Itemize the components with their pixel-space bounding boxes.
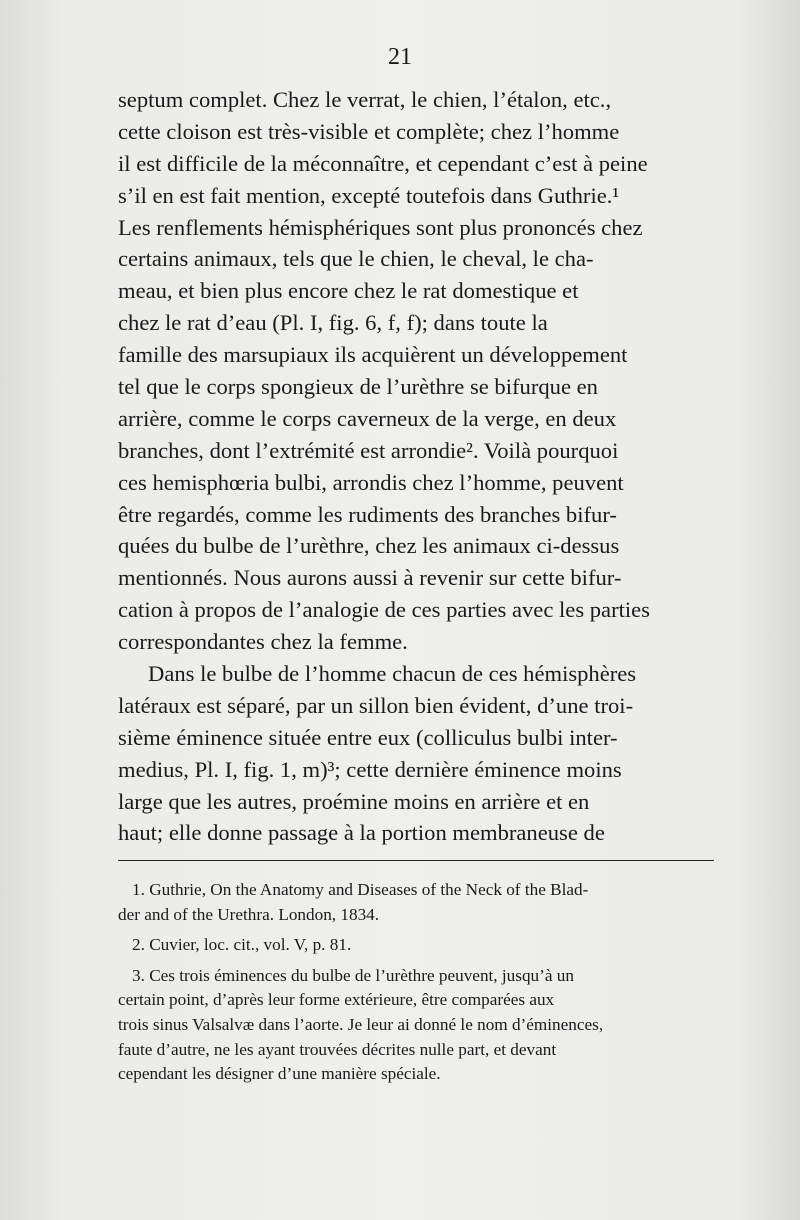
footnote-line: cependant les désigner d’une manière spéciale. (118, 1064, 441, 1084)
body-line: quées du bulbe de l’urèthre, chez les animaux ci-dessus (118, 533, 620, 559)
body-line: arrière, comme le corps caverneux de la verge, en deux (118, 405, 617, 431)
footnote-number: 1. (132, 880, 145, 899)
footnote-divider (118, 860, 714, 861)
body-line: ces hemisphœria bulbi, arrondis chez l’homme, peuvent (118, 469, 624, 495)
footnote-line: certain point, d’après leur forme extérieure, être comparées aux (118, 990, 555, 1010)
body-line: large que les autres, proémine moins en arrière et en (118, 788, 590, 814)
footnote-1 (118, 878, 718, 927)
footnote-text: Ces trois éminences du bulbe de l’urèthre peuvent, jusqu’à un (149, 965, 574, 985)
body-line: tel que le corps spongieux de l’urèthre se bifurque en (118, 374, 598, 400)
footnotes (118, 878, 718, 1093)
body-line: mentionnés. Nous aurons aussi à revenir sur cette bifur- (118, 565, 622, 591)
body-line: haut; elle donne passage à la portion membraneuse de (118, 820, 605, 846)
footnote-2 (118, 933, 718, 958)
body-line: latéraux est séparé, par un sillon bien évident, d’une troi- (118, 692, 634, 718)
footnote-line: der and of the Urethra. London, 1834. (118, 904, 380, 924)
footnote-3 (118, 964, 718, 1087)
body-line: correspondantes chez la femme. (118, 629, 408, 655)
body-line: septum complet. Chez le verrat, le chien, l’étalon, etc., (118, 87, 612, 112)
body-line: famille des marsupiaux ils acquièrent un développement (118, 342, 628, 368)
body-line: medius, Pl. I, fig. 1, m)³; cette dernière éminence moins (118, 756, 622, 782)
body-line: cation à propos de l’analogie de ces parties avec les parties (118, 597, 650, 623)
body-line: sième éminence située entre eux (colliculus bulbi inter- (118, 724, 618, 750)
body-line: certains animaux, tels que le chien, le cheval, le cha- (118, 246, 594, 272)
body-text (118, 84, 712, 849)
body-line: meau, et bien plus encore chez le rat domestique et (118, 278, 579, 304)
footnote-number: 3. (132, 965, 145, 985)
body-line: être regardés, comme les rudiments des branches bifur- (118, 501, 617, 527)
footnote-line (118, 878, 718, 903)
footnote-text: Cuvier, loc. cit., vol. V, p. 81. (149, 935, 352, 955)
body-line: chez le rat d’eau (Pl. I, fig. 6, f, f); dans toute la (118, 310, 548, 336)
footnote-number: 2. (132, 935, 145, 955)
footnote-line (118, 964, 718, 989)
body-line: cette cloison est très-visible et complète; chez l’homme (118, 118, 620, 144)
footnote-line: trois sinus Valsalvæ dans l’aorte. Je leur ai donné le nom d’éminences, (118, 1014, 604, 1034)
body-line: Les renflements hémisphériques sont plus prononcés chez (118, 214, 643, 240)
body-line: il est difficile de la méconnaître, et cependant c’est à peine (118, 150, 648, 176)
body-line: s’il en est fait mention, excepté toutefois dans Guthrie.¹ (118, 182, 620, 208)
footnote-line: faute d’autre, ne les ayant trouvées décrites nulle part, et devant (118, 1039, 557, 1059)
body-line: Dans le bulbe de l’homme chacun de ces hémisphères (148, 661, 637, 687)
footnote-text: Guthrie, On the Anatomy and Diseases of the Neck of the Blad- (149, 880, 589, 899)
body-line: branches, dont l’extrémité est arrondie². Voilà pourquoi (118, 437, 619, 463)
page-number: 21 (388, 44, 412, 70)
footnote-line (118, 933, 718, 958)
